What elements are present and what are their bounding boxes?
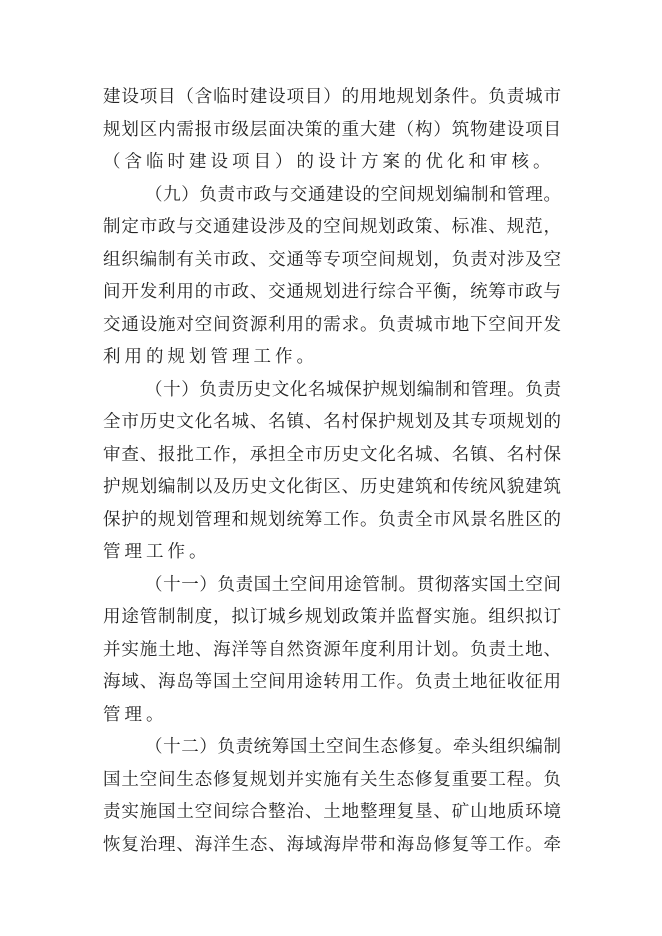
- text-line: 规划区内需报市级层面决策的重大建（构）筑物建设项目: [103, 119, 561, 140]
- text-line: 组织编制有关市政、交通等专项空间规划，负责对涉及空: [103, 249, 561, 270]
- text-line: 间开发利用的市政、交通规划进行综合平衡，统筹市政与: [103, 282, 561, 302]
- text-line: 制定市政与交通建设涉及的空间规划政策、标准、规范，: [103, 217, 561, 237]
- text-line: 建设项目（含临时建设项目）的用地规划条件。负责城市: [103, 87, 561, 107]
- text-line: 用途管制制度，拟订城乡规划政策并监督实施。组织拟订: [103, 607, 561, 627]
- text-line: 并实施土地、海洋等自然资源年度利用计划。负责土地、: [103, 639, 561, 660]
- document-body: [103, 81, 561, 861]
- text-line: （十二）负责统筹国土空间生态修复。牵头组织编制: [145, 737, 561, 757]
- text-line: 审查、报批工作，承担全市历史文化名城、名镇、名村保: [103, 444, 561, 465]
- text-line: （含临时建设项目）的设计方案的优化和审核。: [103, 152, 555, 172]
- text-line: 恢复治理、海洋生态、海域海岸带和海岛修复等工作。牵: [103, 834, 561, 855]
- text-line: 护规划编制以及历史文化街区、历史建筑和传统风貌建筑: [103, 477, 561, 497]
- text-line: 海域、海岛等国土空间用途转用工作。负责土地征收征用: [103, 672, 561, 692]
- text-line: （十一）负责国土空间用途管制。贯彻落实国土空间: [145, 574, 561, 595]
- text-line: 保护的规划管理和规划统筹工作。负责全市风景名胜区的: [103, 509, 561, 530]
- text-line: 全市历史文化名城、名镇、名村保护规划及其专项规划的: [103, 412, 561, 432]
- text-line: 管理工作。: [103, 542, 211, 562]
- text-line: 责实施国土空间综合整治、土地整理复垦、矿山地质环境: [103, 802, 561, 822]
- text-line: （九）负责市政与交通建设的空间规划编制和管理。: [145, 184, 561, 205]
- text-line: 交通设施对空间资源利用的需求。负责城市地下空间开发: [103, 314, 561, 335]
- text-line: 管理。: [103, 704, 168, 725]
- text-line: 利用的规划管理工作。: [103, 347, 318, 367]
- text-line: （十）负责历史文化名城保护规划编制和管理。负责: [145, 379, 561, 400]
- text-line: 国土空间生态修复规划并实施有关生态修复重要工程。负: [103, 769, 561, 790]
